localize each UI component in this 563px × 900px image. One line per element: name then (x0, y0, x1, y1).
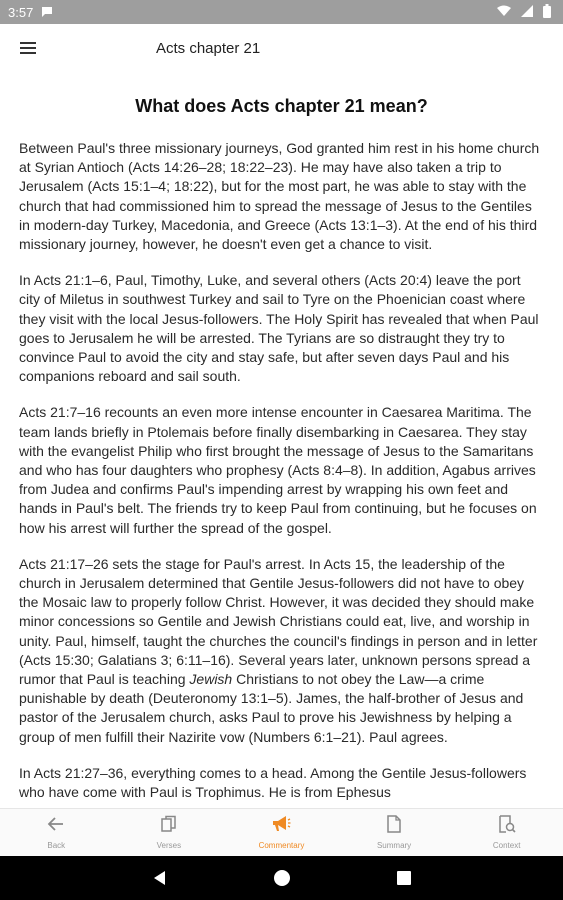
article-content[interactable] (0, 76, 563, 808)
document-icon (386, 815, 402, 838)
wifi-icon (497, 5, 511, 20)
menu-button[interactable] (14, 36, 42, 64)
article-paragraph (19, 271, 544, 386)
status-time: 3:57 (8, 4, 34, 20)
arrow-left-icon (47, 815, 65, 838)
paragraph-text: Acts 21:17–26 sets the stage for Paul's arrest. In Acts 15, the leadership of the church in Jerusalem determined that Gentile Jesus-followers did not have to obey the Mosaic law to properly follow Christ. However, it was decided they should make minor concessions so Gentile and Jewish Christians could eat, live, and worship in unity. Paul, himself, taught the churches the council's findings in person and in letter (Acts 15:30; Galatians 3; 6:11–16). Several years later, unknown persons spread a rumor that Paul is teaching (19, 555, 538, 688)
triangle-back-icon (150, 868, 170, 888)
nav-item-back[interactable] (0, 809, 113, 857)
system-home-button[interactable] (272, 868, 292, 888)
nav-label: Context (492, 841, 521, 850)
copy-icon (160, 815, 178, 838)
search-document-icon (498, 815, 516, 838)
article-paragraph (19, 555, 544, 747)
megaphone-icon (271, 815, 291, 838)
square-recents-icon (394, 868, 414, 888)
paragraph-text: Acts 21:7–16 recounts an even more intense encounter in Caesarea Maritima. The team lands briefly in Ptolemais before finally disembarking in Caesarea. They stay with the evangelist Philip who first brought the message of Jesus to the Samaritans and who has four daughters who prophesy (Acts 8:4–8). In addition, Agabus arrives from Judea and confirms Paul's impending arrest by wrapping his own feet and hands in Paul's belt. The friends try to keep Paul from continuing, but he focuses on how his arrest will further the spread of the gospel. (19, 404, 537, 536)
message-icon (41, 6, 53, 18)
system-navigation-bar (0, 856, 563, 900)
nav-item-summary[interactable] (338, 809, 451, 857)
paragraph-text: In Acts 21:1–6, Paul, Timothy, Luke, and several others (Acts 20:4) leave the port city of Miletus in southwest Turkey and sail to Tyre on the Phoenician coast where they visit with the local Jesus-followers. The Holy Spirit has revealed that when Paul goes to Jerusalem he will be arrested. The Tyrians are so distraught they try to convince Paul to avoid the city and stay safe, but after seven days Paul and his companions reboard and sail south. (19, 272, 539, 385)
paragraph-text: Between Paul's three missionary journeys, God granted him rest in his home church at Syrian Antioch (Acts 14:26–28; 18:22–23). He may have also taken a trip to Jerusalem (Acts 15:1–4; 18:22), but for the most part, he was able to stay with the church that had commissioned him to spread the message of Jesus to the Gentiles in modern-day Turkey, Macedonia, and Greece (Acts 13:1–3). At the end of his third missionary journey, however, he doesn't even get a chance to visit. (19, 140, 540, 253)
page-title: Acts chapter 21 (156, 40, 261, 57)
hamburger-icon (20, 41, 36, 59)
article-paragraph (19, 403, 544, 537)
system-recents-button[interactable] (394, 868, 414, 888)
paragraph-text: Christians to not obey the Law—a crime punishable by death (Deuteronomy 13:1–5). James, the half-brother of Jesus and pastor of the Jerusalem church, asks Paul to prove his Jewishness by helping a group of men fulfill their Nazirite vow (Numbers 6:1–21). Paul agrees. (19, 671, 524, 745)
nav-label: Summary (376, 841, 412, 850)
bottom-navigation (0, 808, 563, 857)
circle-home-icon (272, 868, 292, 888)
nav-item-context[interactable] (450, 809, 563, 857)
nav-item-commentary[interactable] (225, 809, 338, 857)
article-paragraph (19, 764, 544, 802)
nav-item-verses[interactable] (113, 809, 226, 857)
article-title: What does Acts chapter 21 mean? (135, 96, 428, 116)
app-bar (0, 24, 563, 76)
status-bar (0, 0, 563, 24)
article-paragraph (19, 139, 544, 254)
battery-icon (543, 4, 551, 21)
paragraph-text: In Acts 21:27–36, everything comes to a head. Among the Gentile Jesus-followers who have come with Paul is Trophimus. He is from Ephesus (19, 764, 527, 801)
signal-icon (521, 5, 533, 20)
emphasized-text: Jewish (189, 671, 233, 688)
article-body (0, 139, 563, 802)
nav-label: Commentary (258, 841, 305, 850)
nav-label: Back (47, 841, 66, 850)
system-back-button[interactable] (150, 868, 170, 888)
nav-label: Verses (156, 841, 182, 850)
